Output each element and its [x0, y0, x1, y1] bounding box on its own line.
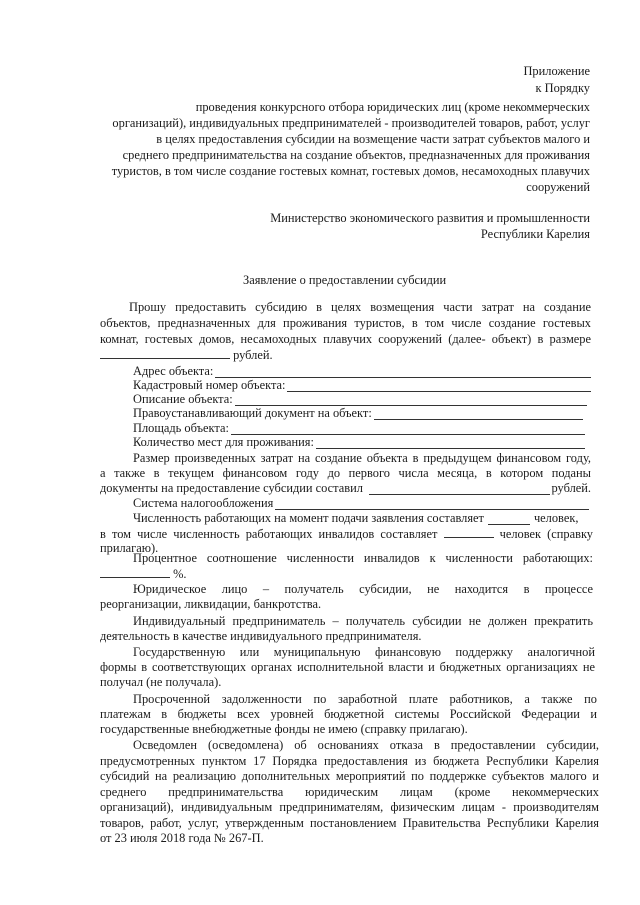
statement-line: платежам в бюджеты всех уровней бюджетной системы Российской Федерации и: [100, 707, 597, 721]
request-line: Прошу предоставить субсидию в целях возмещения части затрат на создание: [129, 300, 591, 314]
field-description: [133, 392, 587, 406]
amount-suffix: рублей.: [233, 348, 273, 362]
costs-blank[interactable]: [369, 483, 550, 495]
field-blank[interactable]: [235, 394, 587, 406]
costs-amount-line: [100, 481, 591, 495]
addressee-line: Министерство экономического развития и промышленности: [270, 211, 590, 225]
disabled-suffix: человек (справку: [499, 527, 593, 541]
statement-line: товаров, работ, услуг, утвержденным постановлением Правительства Республики Карелия: [100, 816, 599, 830]
disabled-count-blank[interactable]: [444, 526, 494, 538]
field-label: Количество мест для проживания:: [133, 435, 314, 449]
statement-line: Юридическое лицо – получатель субсидии, не находится в процессе: [133, 582, 593, 596]
field-ownership-doc: [133, 406, 583, 420]
statement-line: Государственную или муниципальную финансовую поддержку аналогичной: [133, 645, 595, 659]
field-blank[interactable]: [287, 380, 591, 392]
disabled-employees-line: [100, 526, 593, 541]
field-blank[interactable]: [215, 366, 591, 378]
field-label: Адрес объекта:: [133, 364, 214, 378]
amount-blank[interactable]: [100, 347, 230, 359]
costs-suffix: рублей.: [551, 481, 591, 495]
order-title-line: организаций), индивидуальных предпринимателей - производителей товаров, работ, услуг: [112, 116, 590, 130]
statement-line: от 23 июля 2018 года № 267-П.: [100, 831, 264, 845]
order-title-line: в целях предоставления субсидии на возмещение части затрат субъектов малого и: [156, 132, 590, 146]
field-label: Кадастровый номер объекта:: [133, 378, 286, 392]
field-address: [133, 364, 591, 378]
order-title-line: туристов, в том числе создание гостевых комнат, гостевых домов, несамоходных плавучих: [111, 164, 590, 178]
statement-line: организаций), индивидуальным предпринимателям, физическим лицам - производителям: [100, 800, 599, 814]
field-blank[interactable]: [316, 437, 585, 449]
disabled-label: в том числе численность работающих инвалидов составляет: [100, 527, 438, 541]
addressee-line: Республики Карелия: [480, 227, 590, 241]
ratio-suffix: %.: [173, 567, 187, 581]
field-label: Площадь объекта:: [133, 421, 229, 435]
request-line: комнат, гостевых домов, несамоходных плавучих сооружений (далее- объект) в размере: [100, 332, 591, 346]
document-title: Заявление о предоставлении субсидии: [243, 273, 447, 287]
costs-label: документы на предоставление субсидии составил: [100, 481, 363, 495]
request-line: объектов, предназначенных для проживания туристов, в том числе создание гостевых: [100, 316, 591, 330]
costs-line: а также в текущем финансовом году до первого числа месяца, в котором поданы: [100, 466, 591, 480]
statement-line: государственные внебюджетные фонды не имею (справку прилагаю).: [100, 722, 468, 736]
costs-line: Размер произведенных затрат на создание объекта в предыдущем финансовом году,: [133, 451, 591, 465]
statement-line: субсидий на реализацию дополнительных мероприятий по поддержке субъектов малого и: [100, 769, 599, 783]
statement-line: реорганизации, ликвидации, банкротства.: [100, 597, 322, 611]
statement-line: получал (не получала).: [100, 675, 222, 689]
tax-system-field: [133, 496, 589, 510]
order-title-line: среднего предпринимательства на создание объектов, предназначенных для проживания: [122, 148, 590, 162]
tax-label: Система налогообложения: [133, 496, 274, 510]
employees-suffix: человек,: [533, 511, 579, 525]
field-capacity: [133, 435, 585, 449]
field-cadastral: [133, 378, 591, 392]
field-label: Правоустанавливающий документ на объект:: [133, 406, 372, 420]
employees-note: прилагаю).: [100, 541, 159, 555]
appendix-order-label: к Порядку: [535, 81, 590, 95]
field-blank[interactable]: [231, 423, 585, 435]
statement-line: предусмотренных пунктом 17 Порядка предоставления из бюджета Республики Карелия: [100, 754, 599, 768]
order-title-line: сооружений: [526, 180, 590, 194]
ratio-line: Процентное соотношение численности инвалидов к численности работающих:: [133, 551, 593, 565]
ratio-blank[interactable]: [100, 566, 170, 578]
statement-line: деятельность в качестве индивидуального предпринимателя.: [100, 629, 422, 643]
amount-line: [100, 347, 273, 362]
tax-blank[interactable]: [275, 498, 589, 510]
order-title-line: проведения конкурсного отбора юридических лиц (кроме некоммерческих: [195, 100, 590, 114]
statement-line: Просроченной задолженности по заработной плате работников, а также по: [133, 692, 597, 706]
employees-line: [133, 511, 593, 525]
appendix-label: Приложение: [523, 64, 590, 78]
ratio-value-line: [100, 566, 187, 581]
field-area: [133, 421, 585, 435]
field-label: Описание объекта:: [133, 392, 233, 406]
field-blank[interactable]: [374, 408, 583, 420]
employees-label: Численность работающих на момент подачи заявления составляет: [133, 511, 484, 525]
statement-line: среднего предпринимательства юридическим лицам (кроме некоммерческих: [100, 785, 599, 799]
statement-line: формы в соответствующих органах исполнительной власти и бюджетных организациях не: [100, 660, 595, 674]
employees-count-blank[interactable]: [488, 513, 530, 525]
statement-line: Осведомлен (осведомлена) об основаниях отказа в предоставлении субсидии,: [133, 738, 599, 752]
statement-line: Индивидуальный предприниматель – получатель субсидии не должен прекратить: [133, 614, 593, 628]
